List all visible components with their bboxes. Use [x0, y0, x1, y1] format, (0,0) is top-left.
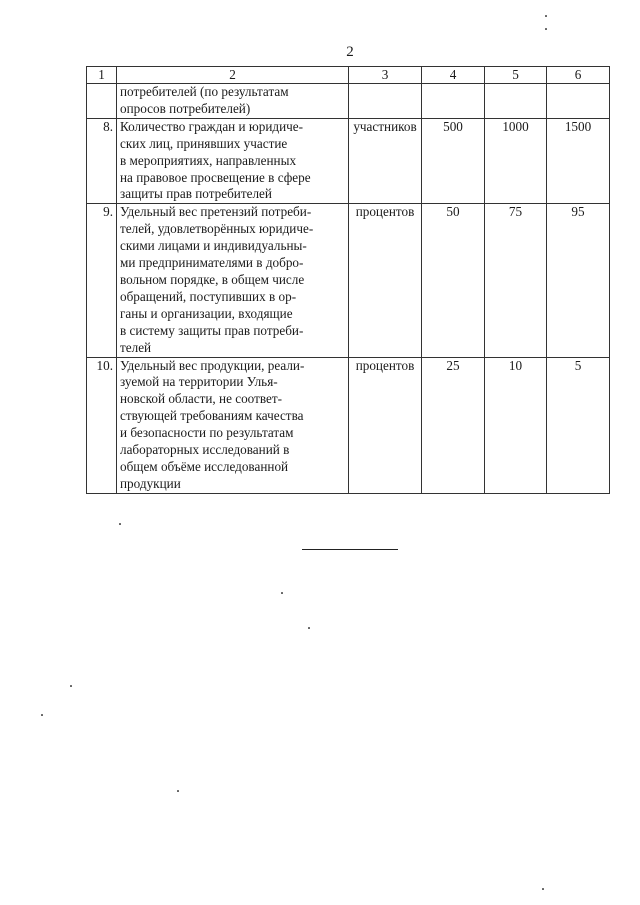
scan-speck — [70, 685, 72, 687]
table-header-row — [87, 67, 610, 84]
scan-speck — [281, 592, 283, 594]
indicator-line: ских лиц, принявших участие — [120, 135, 288, 151]
value-col-4: 25 — [422, 357, 485, 493]
indicator-line: лабораторных исследований в — [120, 442, 290, 458]
value-col-6 — [547, 84, 610, 119]
unit: процентов — [349, 204, 422, 357]
indicator-name — [117, 118, 349, 204]
header-col-5: 5 — [485, 67, 547, 84]
indicator-line: Удельный вес продукции, реали- — [120, 357, 305, 373]
indicator-line: защиты прав потребителей — [120, 186, 272, 202]
unit — [349, 84, 422, 119]
value-col-6: 95 — [547, 204, 610, 357]
table-row — [87, 84, 610, 119]
indicator-name — [117, 357, 349, 493]
indicator-line: общем объёме исследованной — [120, 458, 289, 474]
indicator-line: телей — [120, 339, 152, 355]
scan-speck — [119, 523, 121, 525]
indicator-line: обращений, поступивших в ор- — [120, 288, 297, 304]
scan-speck — [542, 888, 544, 890]
header-col-4: 4 — [422, 67, 485, 84]
indicator-line: на правовое просвещение в сфере — [120, 169, 311, 185]
scan-speck — [41, 714, 43, 716]
scan-speck — [545, 15, 547, 17]
indicator-line: потребителей (по результатам — [120, 84, 289, 99]
header-col-2: 2 — [117, 67, 349, 84]
indicator-line: и безопасности по результатам — [120, 425, 294, 441]
unit: процентов — [349, 357, 422, 493]
indicator-line: опросов потребителей) — [120, 100, 251, 116]
indicator-line: ми предпринимателями в добро- — [120, 255, 304, 271]
indicator-line: телей, удовлетворённых юридиче- — [120, 221, 314, 237]
value-col-5: 10 — [485, 357, 547, 493]
value-col-5 — [485, 84, 547, 119]
value-col-5: 75 — [485, 204, 547, 357]
indicator-line: Количество граждан и юридиче- — [120, 118, 304, 134]
indicator-line: ганы и организации, входящие — [120, 305, 293, 321]
indicator-line: вольном порядке, в общем числе — [120, 271, 305, 287]
indicator-line: в мероприятиях, направленных — [120, 152, 297, 168]
value-col-4 — [422, 84, 485, 119]
row-number: 8. — [87, 118, 117, 204]
indicator-line: продукции — [120, 475, 181, 491]
indicator-name — [117, 84, 349, 119]
scan-speck — [545, 28, 547, 30]
indicator-line: ствующей требованиям качества — [120, 408, 304, 424]
indicator-line: в систему защиты прав потреби- — [120, 322, 304, 338]
indicator-line: скими лицами и индивидуальны- — [120, 238, 307, 254]
indicator-line: зуемой на территории Улья- — [120, 374, 278, 390]
table-row — [87, 357, 610, 493]
value-col-6: 5 — [547, 357, 610, 493]
closing-rule — [302, 549, 398, 550]
row-number: 10. — [87, 357, 117, 493]
value-col-4: 500 — [422, 118, 485, 204]
scan-speck — [308, 627, 310, 629]
row-number — [87, 84, 117, 119]
header-col-3: 3 — [349, 67, 422, 84]
indicator-name — [117, 204, 349, 357]
indicator-line: новской области, не соответ- — [120, 391, 283, 407]
table-row — [87, 204, 610, 357]
value-col-5: 1000 — [485, 118, 547, 204]
page-number: 2 — [346, 44, 354, 60]
header-col-6: 6 — [547, 67, 610, 84]
header-col-1: 1 — [87, 67, 117, 84]
table-row — [87, 118, 610, 204]
row-number: 9. — [87, 204, 117, 357]
indicator-line: Удельный вес претензий потреби- — [120, 204, 312, 220]
value-col-6: 1500 — [547, 118, 610, 204]
value-col-4: 50 — [422, 204, 485, 357]
scan-speck — [177, 790, 179, 792]
unit: участников — [349, 118, 422, 204]
indicators-table — [86, 66, 610, 494]
